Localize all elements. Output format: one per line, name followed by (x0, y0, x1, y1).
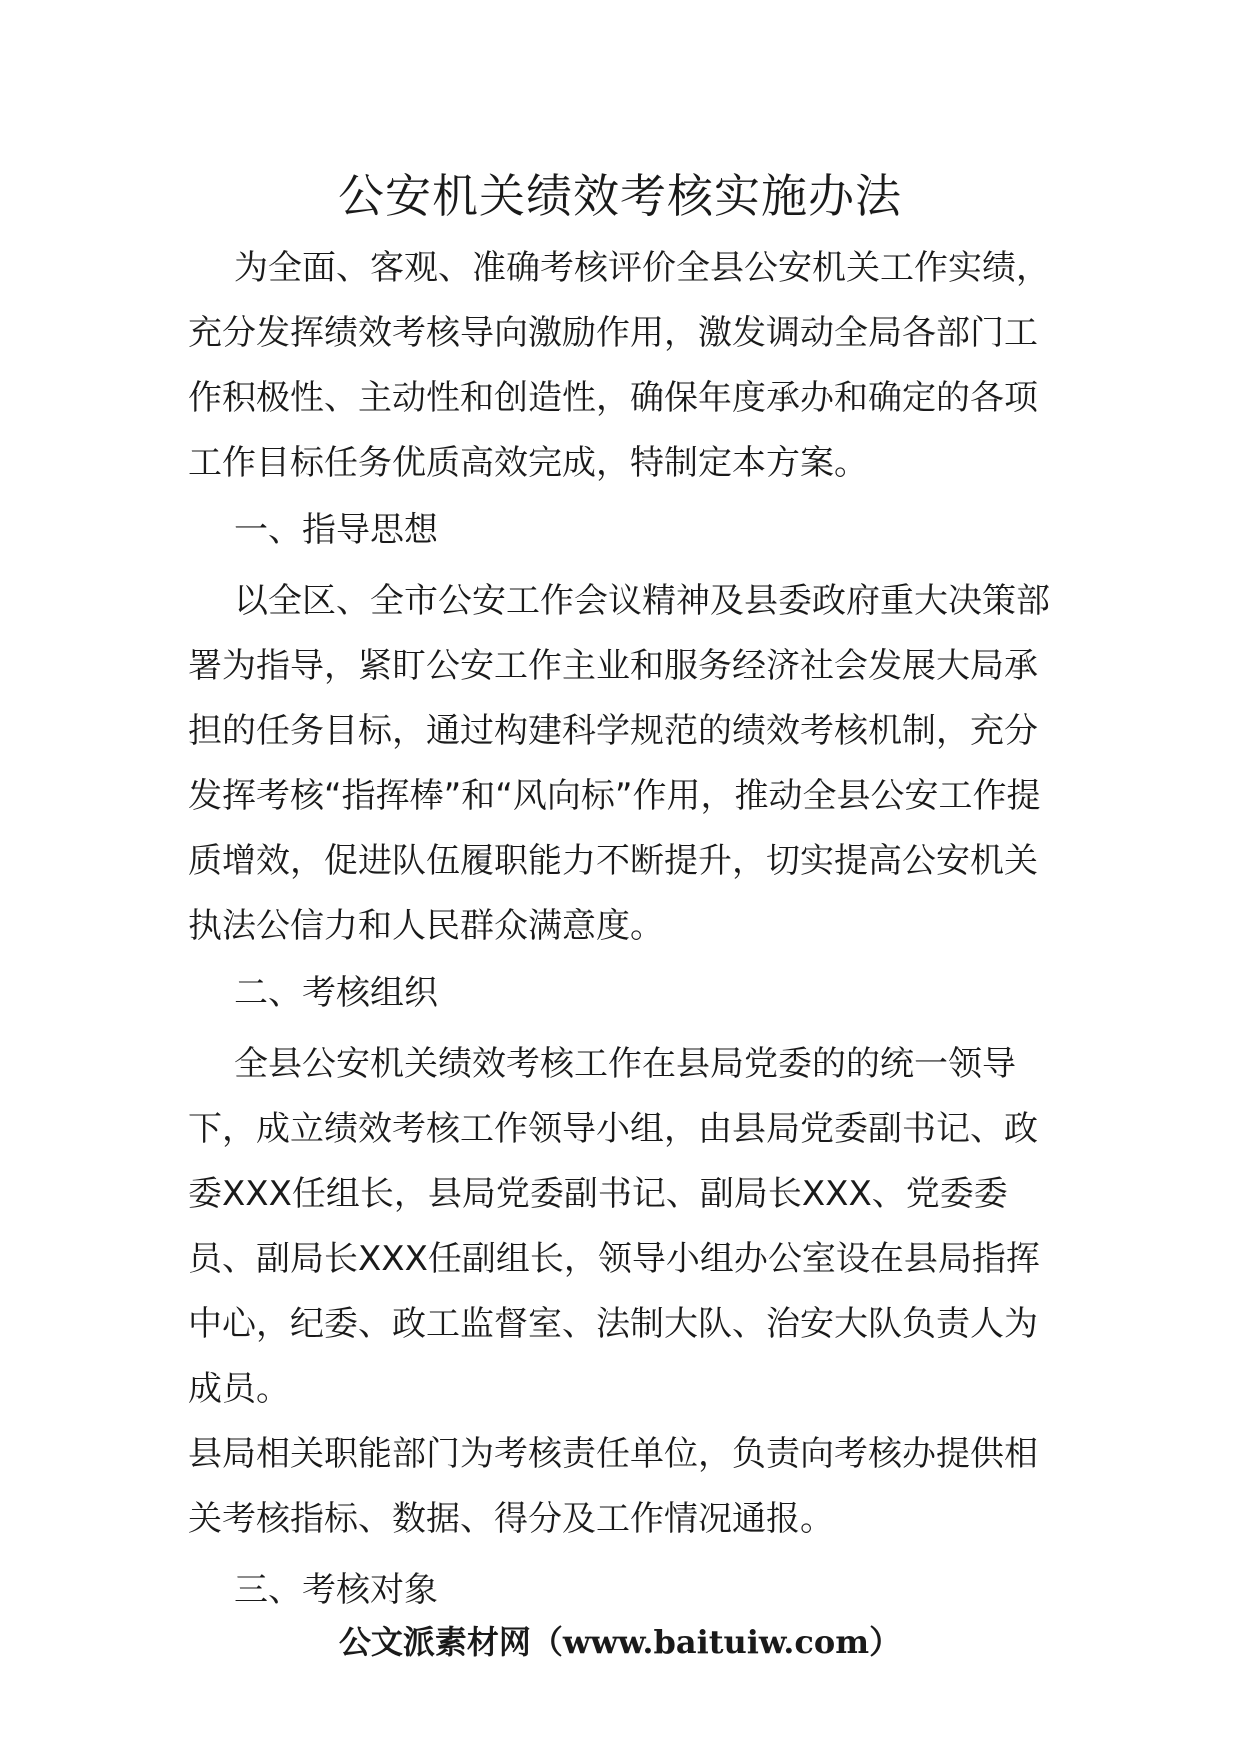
section-heading-assessment-organization: 二、考核组织 (234, 973, 438, 1013)
section-heading-assessment-targets: 三、考核对象 (234, 1570, 438, 1610)
document-title: 公安机关绩效考核实施办法 (338, 169, 902, 223)
document-body (188, 236, 1068, 1623)
section-heading-guiding-ideology: 一、指导思想 (234, 510, 438, 550)
assessment-organization-paragraph: 全县公安机关绩效考核工作在县局党委的的统一领导下，成立绩效考核工作领导小组，由县局党委副书记、政委XXX任组长，县局党委副书记、副局长XXX、党委委员、副局长XXX任副组长，领导小组办公室设在县局指挥中心，纪委、政工监督室、法制大队、治安大队负责人为成员。 (188, 1044, 1040, 1409)
footer-watermark-text: 公文派素材网（www.baituiw.com） (338, 1623, 902, 1661)
intro-paragraph: 为全面、客观、准确考核评价全县公安机关工作实绩，充分发挥绩效考核导向激励作用，激发调动全局各部门工作积极性、主动性和创造性，确保年度承办和确定的各项工作目标任务优质高效完成，特制定本方案。 (188, 248, 1050, 483)
responsible-units-paragraph: 县局相关职能部门为考核责任单位，负责向考核办提供相关考核指标、数据、得分及工作情况通报。 (188, 1434, 1038, 1539)
guiding-ideology-paragraph: 以全区、全市公安工作会议精神及县委政府重大决策部署为指导，紧盯公安工作主业和服务经济社会发展大局承担的任务目标，通过构建科学规范的绩效考核机制，充分发挥考核“指挥棒”和“风向标”作用，推动全县公安工作提质增效，促进队伍履职能力不断提升，切实提高公安机关执法公信力和人民群众满意度。 (188, 581, 1050, 946)
